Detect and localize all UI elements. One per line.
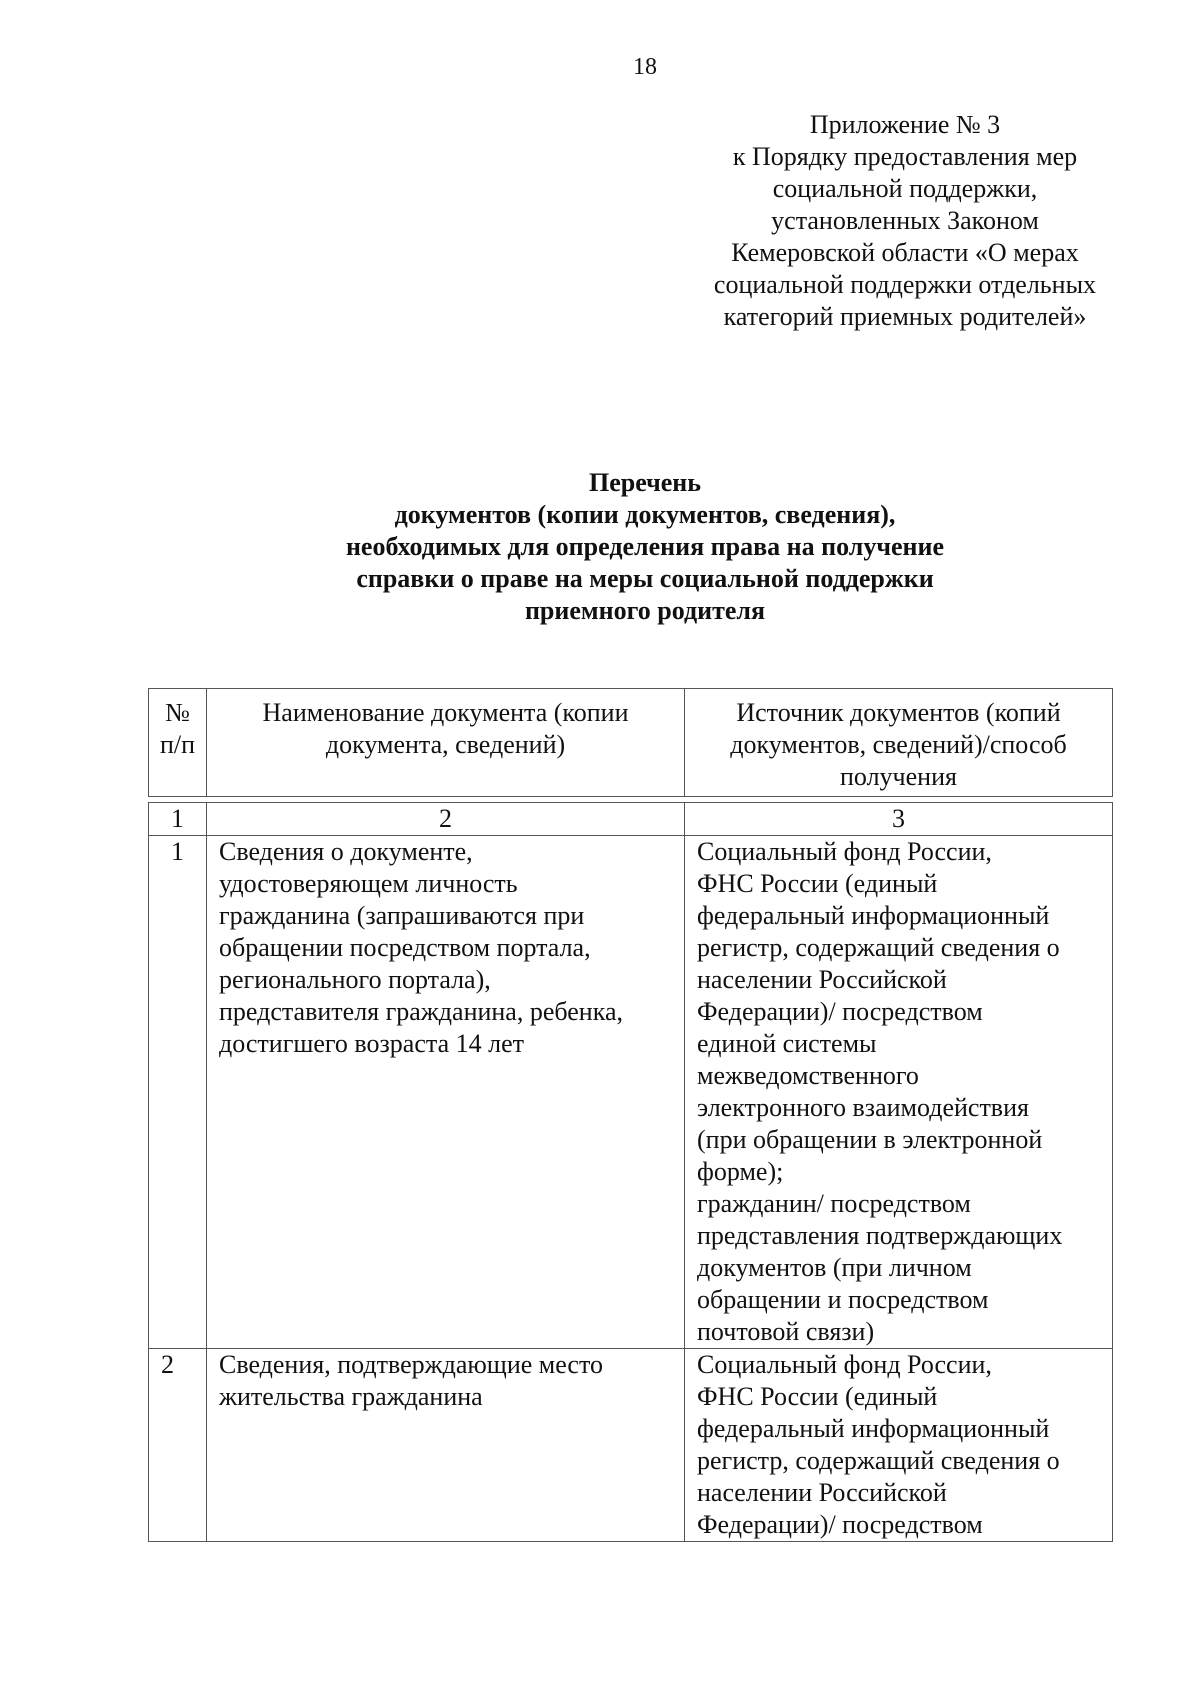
cell-text: (при обращении в электронной [697,1125,1043,1154]
cell-text: федеральный информационный [697,1414,1050,1443]
header-text: Источник документов (копий [736,698,1061,727]
cell-text: документов (при личном [697,1253,972,1282]
title-line: справки о праве на меры социальной поддержки [356,564,934,593]
cell-text: обращении и посредством [697,1285,989,1314]
header-text: Наименование документа (копии [262,698,629,727]
page-number: 18 [633,54,657,80]
column-numbers-row [149,803,1113,836]
cell-text: форме); [697,1157,784,1186]
cell-text: населении Российской [697,1478,947,1507]
header-text: получения [840,762,957,791]
header-text: п/п [159,730,196,759]
table-row [149,836,1113,1349]
cell-text: ФНС России (единый [697,869,938,898]
cell-text: Федерации)/ посредством [697,997,983,1026]
header-text: документа, сведений) [325,730,566,759]
appendix-line: категорий приемных родителей» [723,302,1087,331]
cell-text: населении Российской [697,965,947,994]
cell-text: почтовой связи) [697,1317,875,1346]
title-line: документов (копии документов, сведения), [394,500,896,529]
appendix-line: социальной поддержки отдельных [713,270,1097,299]
cell-text: федеральный информационный [697,901,1050,930]
cell-text: представителя гражданина, ребенка, [219,997,624,1026]
title-line: Перечень [588,468,702,497]
cell-text: Социальный фонд России, [697,837,992,866]
header-cell-source [685,689,1113,797]
header-cell-name [207,689,685,797]
cell-text: регионального портала), [219,965,491,994]
document-name-cell [207,1349,685,1542]
document-name-cell [207,836,685,1349]
table-header [148,688,1113,797]
cell-text: Социальный фонд России, [697,1350,992,1379]
cell-text: Сведения о документе, [219,837,473,866]
cell-text: удостоверяющем личность [219,869,518,898]
appendix-line: социальной поддержки, [772,174,1038,203]
appendix-line: Приложение № 3 [809,110,1001,139]
appendix-line: установленных Законом [771,206,1039,235]
title-line: приемного родителя [524,596,766,625]
cell-text: Сведения, подтверждающие место [219,1350,603,1379]
cell-text: жительства гражданина [219,1382,483,1411]
header-text: № [165,698,190,727]
cell-text: регистр, содержащий сведения о [697,933,1060,962]
table-header-row [149,689,1113,797]
document-title [200,467,1090,627]
table-row [149,1349,1113,1542]
cell-text: Федерации)/ посредством [697,1510,983,1539]
cell-text: гражданина (запрашиваются при [219,901,585,930]
cell-text: регистр, содержащий сведения о [697,1446,1060,1475]
document-source-cell [685,1349,1113,1542]
header-text: документов, сведений)/способ [730,730,1067,759]
cell-text: единой системы [697,1029,877,1058]
column-number: 2 [207,803,685,836]
cell-text: ФНС России (единый [697,1382,938,1411]
appendix-header [640,109,1170,333]
title-line: необходимых для определения права на получение [345,532,945,561]
document-source-cell [685,836,1113,1349]
cell-text: представления подтверждающих [697,1221,1063,1250]
appendix-line: к Порядку предоставления мер [732,142,1078,171]
cell-text: обращении посредством портала, [219,933,591,962]
cell-text: межведомственного [697,1061,919,1090]
cell-text: гражданин/ посредством [697,1189,971,1218]
documents-table [148,802,1113,1542]
cell-text: электронного взаимодействия [697,1093,1029,1122]
header-cell-number [149,689,207,797]
row-number: 2 [149,1349,207,1542]
cell-text: достигшего возраста 14 лет [219,1029,524,1058]
column-number: 3 [685,803,1113,836]
appendix-line: Кемеровской области «О мерах [731,238,1079,267]
column-number: 1 [149,803,207,836]
row-number: 1 [149,836,207,1349]
